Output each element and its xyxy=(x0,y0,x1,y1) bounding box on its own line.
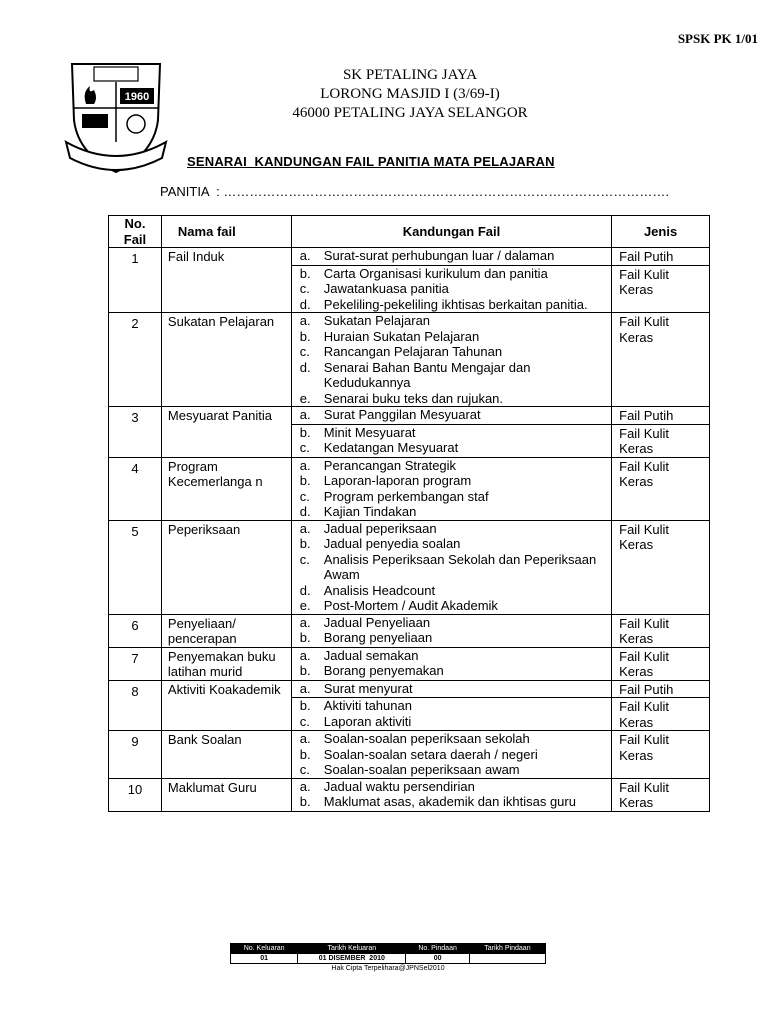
item-letter: b. xyxy=(299,746,311,762)
revision-header-row xyxy=(231,944,546,954)
file-number-cell: 4 xyxy=(109,457,162,520)
file-contents-cell xyxy=(291,457,611,520)
item-letter: e. xyxy=(299,390,311,406)
file-name-cell: Bank Soalan xyxy=(161,731,291,779)
item-letter: b. xyxy=(299,536,311,551)
item-text: Borang penyemakan xyxy=(323,663,444,678)
table-row xyxy=(109,731,710,779)
content-item xyxy=(300,521,607,537)
item-text: Program perkembangan staf xyxy=(323,488,489,504)
header-jenis: Jenis xyxy=(612,216,710,248)
revision-value-row xyxy=(231,954,546,964)
item-letter: a. xyxy=(299,520,311,536)
revision-header-cell: No. Keluaran xyxy=(231,944,298,954)
content-item xyxy=(300,648,607,664)
item-letter: c. xyxy=(299,488,310,504)
item-letter: a. xyxy=(299,248,311,263)
item-letter: a. xyxy=(299,457,311,473)
item-letter: a. xyxy=(299,407,311,422)
item-text: Surat menyurat xyxy=(323,680,413,696)
item-text: Laporan aktiviti xyxy=(323,713,412,729)
item-text: Jadual semakan xyxy=(323,647,419,663)
file-number-cell: 9 xyxy=(109,731,162,779)
item-letter: c. xyxy=(299,551,310,567)
item-text: Analisis Peperiksaan Sekolah dan Peperiksaan Awam xyxy=(323,551,597,582)
content-item xyxy=(300,731,607,747)
item-text: Rancangan Pelajaran Tahunan xyxy=(323,344,503,359)
file-contents-cell xyxy=(291,248,611,266)
item-text: Soalan-soalan peperiksaan sekolah xyxy=(323,731,530,746)
item-letter: c. xyxy=(299,440,310,455)
item-text: Perancangan Strategik xyxy=(323,457,457,473)
file-name-cell: Penyeliaan/ pencerapan xyxy=(161,614,291,647)
item-letter: a. xyxy=(299,778,311,794)
file-name-cell: Fail Induk xyxy=(161,248,291,313)
item-letter: d. xyxy=(299,359,311,375)
item-letter: b. xyxy=(299,424,311,440)
item-text: Jadual Penyeliaan xyxy=(323,614,431,630)
revision-header-cell: Tarikh Pindaan xyxy=(469,944,545,954)
content-item xyxy=(300,747,607,763)
item-text: Surat Panggilan Mesyuarat xyxy=(323,407,481,422)
item-text: Senarai Bahan Bantu Mengajar dan Kedudukannya xyxy=(323,359,531,390)
file-type-cell: Fail Putih xyxy=(612,248,710,266)
table-row xyxy=(109,407,710,425)
file-number-cell: 6 xyxy=(109,614,162,647)
school-city: 46000 PETALING JAYA SELANGOR xyxy=(292,105,528,121)
file-number-cell: 8 xyxy=(109,680,162,731)
item-text: Huraian Sukatan Pelajaran xyxy=(323,328,480,344)
content-item xyxy=(300,266,607,282)
item-letter: a. xyxy=(299,680,311,696)
item-letter: c. xyxy=(299,713,310,729)
content-item xyxy=(300,248,607,264)
table-body xyxy=(109,248,710,812)
item-letter: a. xyxy=(299,647,311,663)
file-contents-cell xyxy=(291,407,611,425)
file-type-cell: Fail Kulit Keras xyxy=(612,778,710,811)
file-number-cell: 3 xyxy=(109,407,162,458)
content-item xyxy=(300,440,607,456)
item-letter: b. xyxy=(299,794,311,809)
item-text: Jadual penyedia soalan xyxy=(323,536,461,551)
content-item xyxy=(300,583,607,599)
item-letter: a. xyxy=(299,614,311,630)
item-letter: a. xyxy=(299,313,311,328)
content-item xyxy=(300,313,607,329)
file-type-cell: Fail Kulit Keras xyxy=(612,614,710,647)
file-name-cell: Sukatan Pelajaran xyxy=(161,313,291,407)
item-letter: b. xyxy=(299,630,311,645)
table-row xyxy=(109,457,710,520)
file-name-cell: Peperiksaan xyxy=(161,520,291,614)
file-type-cell: Fail Kulit Keras xyxy=(612,313,710,407)
file-contents-cell xyxy=(291,731,611,779)
file-name-cell: Program Kecemerlanga n xyxy=(161,457,291,520)
panitia-field: PANITIA : …………………………………………………………………………………………. xyxy=(160,184,669,199)
item-letter: b. xyxy=(299,265,311,281)
revision-value-cell: 01 xyxy=(231,954,298,964)
item-letter: b. xyxy=(299,328,311,344)
item-letter: a. xyxy=(299,731,311,746)
content-item xyxy=(300,681,607,697)
file-number-cell: 7 xyxy=(109,647,162,680)
file-name-cell: Mesyuarat Panitia xyxy=(161,407,291,458)
item-text: Soalan-soalan setara daerah / negeri xyxy=(323,746,538,762)
table-row xyxy=(109,680,710,698)
revision-value-cell xyxy=(469,954,545,964)
item-text: Jadual waktu persendirian xyxy=(323,778,475,794)
content-item xyxy=(300,329,607,345)
content-item xyxy=(300,779,607,795)
item-text: Analisis Headcount xyxy=(323,582,436,598)
logo-year: 1960 xyxy=(124,91,150,103)
file-number-cell: 5 xyxy=(109,520,162,614)
item-text: Post-Mortem / Audit Akademik xyxy=(323,598,498,613)
item-letter: d. xyxy=(299,582,311,598)
item-text: Surat-surat perhubungan luar / dalaman xyxy=(323,248,555,263)
content-item xyxy=(300,762,607,778)
file-contents-cell xyxy=(291,614,611,647)
revision-value-cell: 00 xyxy=(406,954,470,964)
file-name-cell: Aktiviti Koakademik xyxy=(161,680,291,731)
content-item xyxy=(300,598,607,614)
school-street: LORONG MASJID I (3/69-I) xyxy=(320,86,500,102)
item-text: Minit Mesyuarat xyxy=(323,424,416,440)
item-text: Laporan-laporan program xyxy=(323,473,472,488)
header-kandungan-fail: Kandungan Fail xyxy=(291,216,611,248)
file-contents-cell xyxy=(291,265,611,313)
content-item xyxy=(300,344,607,360)
item-letter: b. xyxy=(299,663,311,678)
item-text: Senarai buku teks dan rujukan. xyxy=(323,390,504,406)
content-item xyxy=(300,714,607,730)
file-contents-cell xyxy=(291,313,611,407)
content-item xyxy=(300,360,607,391)
content-item xyxy=(300,489,607,505)
content-item xyxy=(300,663,607,679)
file-type-cell: Fail Putih xyxy=(612,407,710,425)
item-text: Jawatankuasa panitia xyxy=(323,281,449,296)
school-name: SK PETALING JAYA xyxy=(342,67,478,83)
item-text: Kedatangan Mesyuarat xyxy=(323,440,459,455)
table-row xyxy=(109,313,710,407)
file-number-cell: 10 xyxy=(109,778,162,811)
document-code: SPSK PK 1/01 xyxy=(677,31,758,46)
file-contents-cell xyxy=(291,680,611,698)
file-type-cell: Fail Kulit Keras xyxy=(612,520,710,614)
copyright-text: Hak Cipta Terpelihara@JPNSel2010 xyxy=(331,965,445,972)
item-letter: b. xyxy=(299,698,311,713)
item-letter: c. xyxy=(299,281,310,296)
item-text: Carta Organisasi kurikulum dan panitia xyxy=(323,265,548,281)
file-name-cell: Maklumat Guru xyxy=(161,778,291,811)
content-item xyxy=(300,504,607,520)
file-number-cell: 2 xyxy=(109,313,162,407)
revision-table xyxy=(230,943,546,964)
file-type-cell: Fail Kulit Keras xyxy=(612,457,710,520)
item-text: Pekeliling-pekeliling ikhtisas berkaitan panitia. xyxy=(323,296,588,312)
table-header-row xyxy=(109,216,710,248)
item-letter: d. xyxy=(299,504,311,519)
item-text: Sukatan Pelajaran xyxy=(323,313,431,328)
item-text: Jadual peperiksaan xyxy=(323,520,437,536)
item-letter: e. xyxy=(299,598,311,613)
file-contents-cell xyxy=(291,520,611,614)
item-letter: b. xyxy=(299,473,311,488)
school-crest-logo xyxy=(64,58,168,178)
revision-header-cell: Tarikh Keluaran xyxy=(298,944,406,954)
school-header xyxy=(250,66,570,123)
content-item xyxy=(300,615,607,631)
content-item xyxy=(300,794,607,810)
revision-header-cell: No. Pindaan xyxy=(406,944,470,954)
item-text: Kajian Tindakan xyxy=(323,504,417,519)
header-nama-fail: Nama fail xyxy=(161,216,291,248)
table-row xyxy=(109,614,710,647)
file-type-cell: Fail Kulit Keras xyxy=(612,265,710,313)
file-contents-cell xyxy=(291,698,611,731)
document-footer xyxy=(230,943,546,972)
file-type-cell: Fail Kulit Keras xyxy=(612,424,710,457)
content-item xyxy=(300,552,607,583)
table-row xyxy=(109,647,710,680)
item-letter: c. xyxy=(299,762,310,777)
file-type-cell: Fail Kulit Keras xyxy=(612,698,710,731)
item-letter: d. xyxy=(299,296,311,312)
file-name-cell: Penyemakan buku latihan murid xyxy=(161,647,291,680)
content-item xyxy=(300,407,607,423)
item-letter: c. xyxy=(299,344,310,359)
content-item xyxy=(300,630,607,646)
content-item xyxy=(300,458,607,474)
item-text: Maklumat asas, akademik dan ikhtisas guru xyxy=(323,794,576,809)
item-text: Aktiviti tahunan xyxy=(323,698,412,713)
content-item xyxy=(300,536,607,552)
file-contents-cell xyxy=(291,647,611,680)
content-item xyxy=(300,698,607,714)
revision-value-cell: 01 DISEMBER 2010 xyxy=(298,954,406,964)
content-item xyxy=(300,425,607,441)
content-item xyxy=(300,281,607,297)
file-contents-table xyxy=(108,215,710,812)
content-item xyxy=(300,297,607,313)
content-item xyxy=(300,391,607,407)
file-type-cell: Fail Putih xyxy=(612,680,710,698)
content-item xyxy=(300,473,607,489)
table-row xyxy=(109,248,710,266)
file-contents-cell xyxy=(291,778,611,811)
file-type-cell: Fail Kulit Keras xyxy=(612,731,710,779)
document-title: SENARAI KANDUNGAN FAIL PANITIA MATA PELAJARAN xyxy=(187,154,555,169)
item-text: Soalan-soalan peperiksaan awam xyxy=(323,762,520,777)
table-row xyxy=(109,778,710,811)
table-row xyxy=(109,520,710,614)
file-type-cell: Fail Kulit Keras xyxy=(612,647,710,680)
item-text: Borang penyeliaan xyxy=(323,630,433,645)
file-number-cell: 1 xyxy=(109,248,162,313)
file-contents-cell xyxy=(291,424,611,457)
header-no-fail: No. Fail xyxy=(109,216,162,248)
